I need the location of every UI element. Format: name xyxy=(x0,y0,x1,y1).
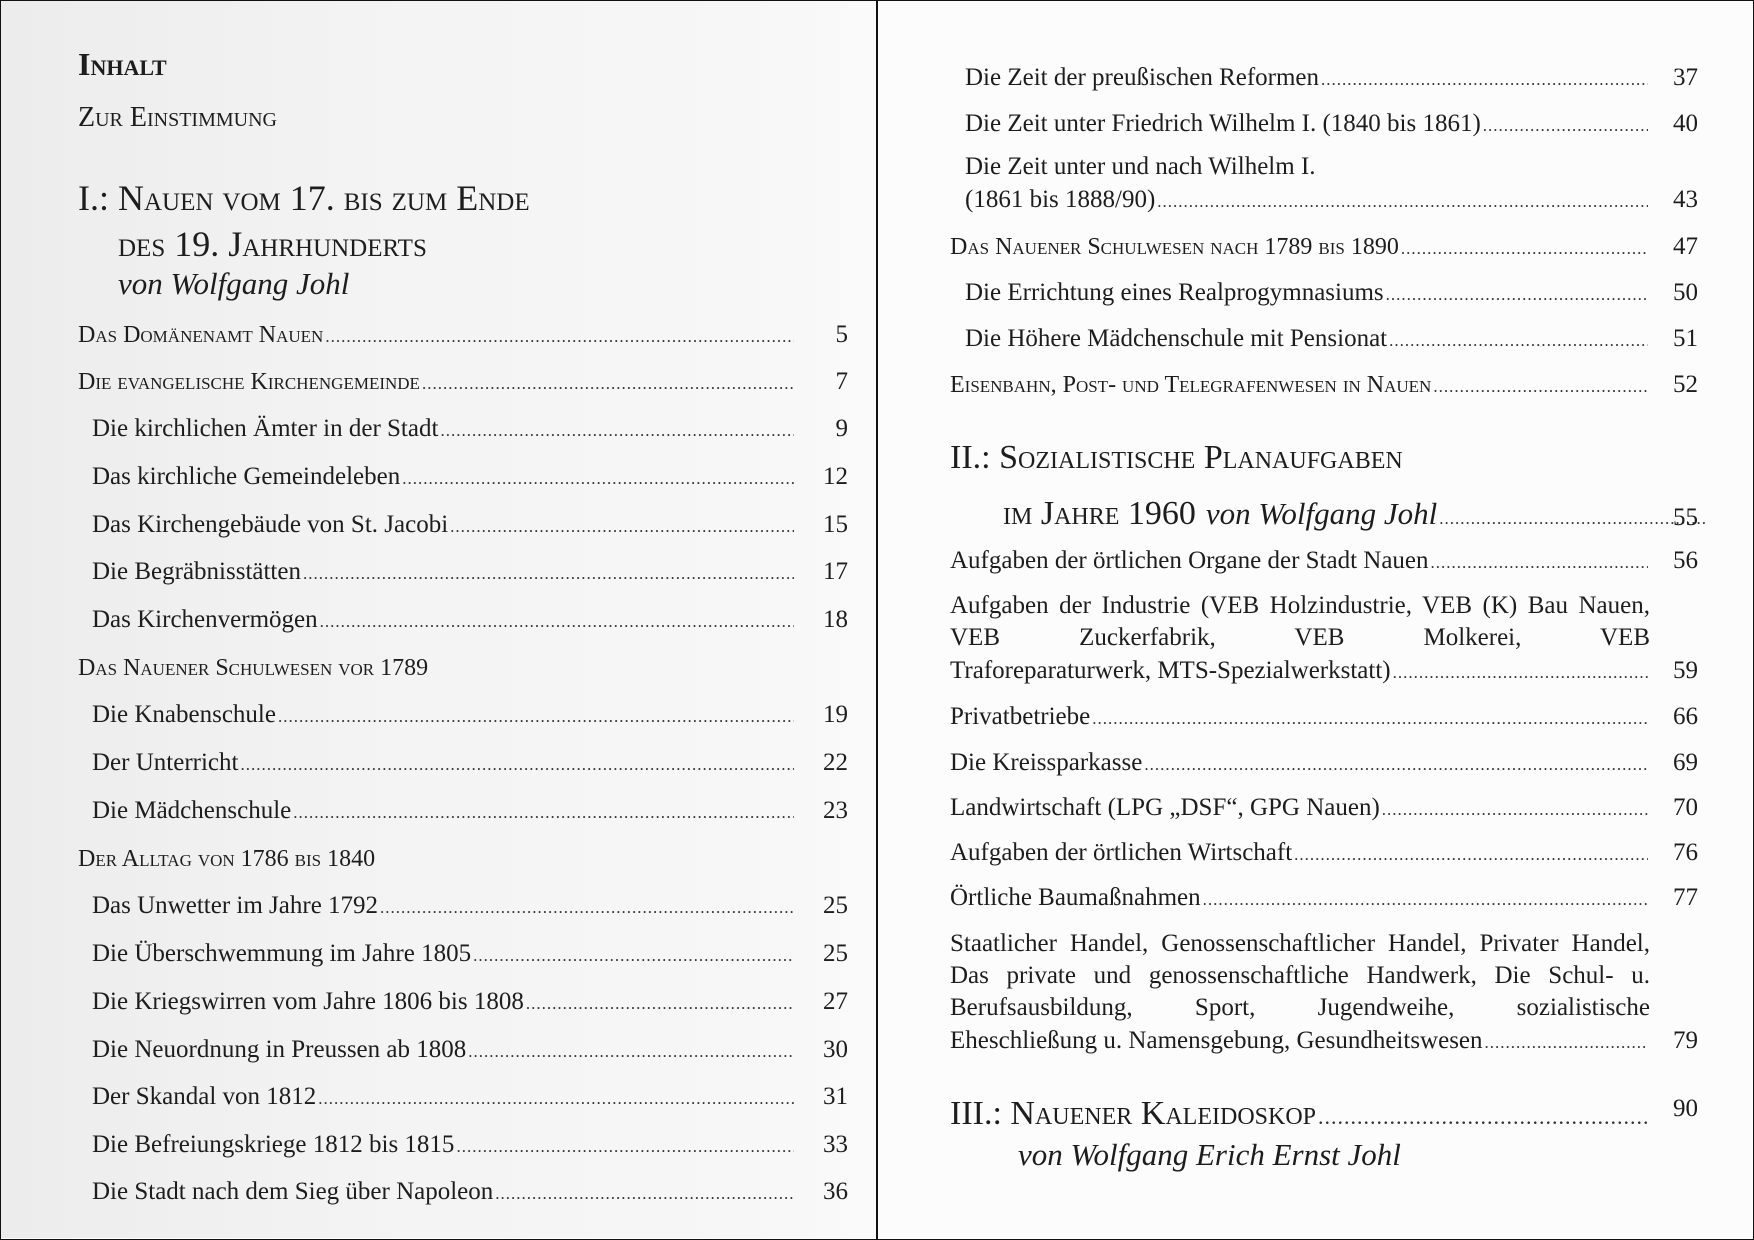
toc-page-number: 66 xyxy=(1673,703,1698,730)
toc-entry-title: Der Unterricht xyxy=(92,749,239,776)
leader-dots xyxy=(1386,280,1648,310)
toc-entry[interactable] xyxy=(965,109,1650,141)
leader-dots xyxy=(1382,795,1648,825)
leader-dots xyxy=(1092,704,1648,734)
toc-entry[interactable] xyxy=(92,605,796,637)
toc-entry-title: Das Nauener Schulwesen vor 1789 xyxy=(78,655,429,681)
toc-page-number: 27 xyxy=(823,988,848,1015)
toc-page-number: 51 xyxy=(1673,325,1698,352)
toc-entry-title: Die Begräbnisstätten xyxy=(92,558,301,585)
toc-page-number: 5 xyxy=(835,321,848,348)
toc-entry[interactable] xyxy=(78,367,796,399)
toc-entry[interactable] xyxy=(965,63,1650,95)
toc-entry-title: Das Unwetter im Jahre 1792 xyxy=(92,892,379,919)
toc-entry-title: Das Nauener Schulwesen nach 1789 bis 1890 xyxy=(950,234,1399,260)
leader-dots xyxy=(1157,187,1648,217)
toc-entry-title: Eheschließung u. Namensgebung, Gesundheitswesen xyxy=(950,1027,1483,1054)
toc-page-number: 40 xyxy=(1673,110,1698,137)
toc-page-number: 37 xyxy=(1673,64,1698,91)
toc-entry-paragraph[interactable]: Staatlicher Handel, Genossenschaftlicher Handel, Privater Handel, Das private und genossenschaftliche Handwerk, Die Schul- u. Berufsausbildung, Sport, Jugendweihe, sozialistische xyxy=(950,930,1650,1021)
toc-entry-title: Traforeparaturwerk, MTS-Spezialwerkstatt) xyxy=(950,657,1391,684)
toc-entry[interactable] xyxy=(950,838,1650,870)
toc-entry-title: Das Kirchenvermögen xyxy=(92,606,318,633)
toc-page-number: 50 xyxy=(1673,279,1698,306)
page-divider xyxy=(876,0,878,1240)
leader-dots xyxy=(240,750,794,780)
toc-entry[interactable] xyxy=(92,414,796,446)
leader-dots xyxy=(473,941,794,971)
leader-dots xyxy=(1401,234,1648,264)
toc-entry[interactable] xyxy=(92,1082,796,1114)
toc-entry-title: Aufgaben der örtlichen Wirtschaft xyxy=(950,839,1293,866)
toc-entry-title: (1861 bis 1888/90) xyxy=(965,186,1156,213)
toc-entry[interactable] xyxy=(92,891,796,923)
leader-dots xyxy=(1294,840,1648,870)
part2-heading-line1[interactable]: II.: Sozialistische Planaufgaben xyxy=(950,439,1403,476)
toc-entry-title: Privatbetriebe xyxy=(950,703,1091,730)
leader-dots xyxy=(402,464,794,494)
toc-entry-title: Eisenbahn, Post- und Telegrafenwesen in Nauen xyxy=(950,372,1432,398)
toc-page-number: 25 xyxy=(823,940,848,967)
leader-dots xyxy=(1485,1028,1648,1058)
toc-page-number: 18 xyxy=(823,606,848,633)
toc-entry-title: Aufgaben der örtlichen Organe der Stadt Nauen xyxy=(950,547,1429,574)
toc-entry-title: Die Zeit der preußischen Reformen xyxy=(965,64,1320,91)
toc-entry[interactable] xyxy=(78,320,796,352)
leader-dots xyxy=(440,416,794,446)
toc-entry[interactable] xyxy=(92,1130,796,1162)
toc-page-number: 43 xyxy=(1673,186,1698,213)
toc-entry[interactable] xyxy=(950,748,1650,780)
leader-dots xyxy=(1203,885,1648,915)
toc-entry[interactable] xyxy=(950,1026,1650,1058)
leader-dots xyxy=(1431,548,1648,578)
leader-dots xyxy=(318,1084,794,1114)
toc-entry[interactable] xyxy=(965,278,1650,310)
toc-entry-title: Die kirchlichen Ämter in der Stadt xyxy=(92,415,439,442)
part2-subtitle: im Jahre 1960 xyxy=(1003,495,1196,532)
toc-entry-title: Die Kreissparkasse xyxy=(950,749,1143,776)
leader-dots xyxy=(1144,750,1648,780)
toc-page-number: 33 xyxy=(823,1131,848,1158)
toc-page-number: 56 xyxy=(1673,547,1698,574)
part2-author: von Wolfgang Johl xyxy=(1205,496,1438,531)
part1-heading-line1[interactable]: I.: Nauen vom 17. bis zum Ende xyxy=(78,178,530,218)
toc-entry[interactable] xyxy=(950,702,1650,734)
toc-entry-title: Die Befreiungskriege 1812 bis 1815 xyxy=(92,1131,455,1158)
toc-entry[interactable] xyxy=(78,844,796,874)
toc-entry-title: Das kirchliche Gemeindeleben xyxy=(92,463,401,490)
toc-entry-title: Die Neuordnung in Preussen ab 1808 xyxy=(92,1036,467,1063)
toc-entry[interactable] xyxy=(950,370,1650,402)
leader-dots xyxy=(325,322,794,352)
part2-heading-line2[interactable] xyxy=(1003,494,1708,534)
toc-entry-title: Die Errichtung eines Realprogymnasiums xyxy=(965,279,1384,306)
leader-dots xyxy=(495,1179,794,1209)
toc-entry-title: Die Zeit unter Friedrich Wilhelm I. (1840 bis 1861) xyxy=(965,110,1481,137)
toc-entry[interactable] xyxy=(965,324,1650,356)
part2-page-number: 55 xyxy=(1673,504,1698,531)
toc-page-number: 47 xyxy=(1673,233,1698,260)
leader-dots xyxy=(456,1132,794,1162)
toc-entry-title: Landwirtschaft (LPG „DSF“, GPG Nauen) xyxy=(950,794,1380,821)
toc-page-number: 52 xyxy=(1673,371,1698,398)
toc-entry-title: Die evangelische Kirchengemeinde xyxy=(78,369,420,395)
toc-entry[interactable] xyxy=(92,510,796,542)
leader-dots xyxy=(1318,1102,1648,1132)
toc-page-number: 36 xyxy=(823,1178,848,1205)
toc-page-number: 7 xyxy=(835,368,848,395)
leader-dots xyxy=(450,512,794,542)
toc-page-number: 22 xyxy=(823,749,848,776)
toc-page-number: 19 xyxy=(823,701,848,728)
leader-dots xyxy=(1433,372,1648,402)
toc-entry[interactable] xyxy=(92,748,796,780)
toc-page-number: 15 xyxy=(823,511,848,538)
leader-dots xyxy=(380,893,794,923)
toc-entry-title: Die Mädchenschule xyxy=(92,797,292,824)
leader-dots xyxy=(293,798,794,828)
toc-page-number: 25 xyxy=(823,892,848,919)
toc-entry-paragraph[interactable]: Aufgaben der Industrie (VEB Holzindustrie, VEB (K) Bau Nauen, VEB Zuckerfabrik, VEB Molkerei, VEB xyxy=(950,592,1650,651)
toc-page-number: 31 xyxy=(823,1083,848,1110)
toc-entry-title: Das Domänenamt Nauen xyxy=(78,322,324,348)
toc-entry[interactable] xyxy=(92,987,796,1019)
toc-entry[interactable] xyxy=(950,656,1650,688)
part3-author: von Wolfgang Erich Ernst Johl xyxy=(1018,1137,1401,1172)
toc-page-number: 9 xyxy=(835,415,848,442)
toc-entry[interactable] xyxy=(950,546,1650,578)
leader-dots xyxy=(1321,65,1648,95)
leader-dots xyxy=(320,607,794,637)
part3-page-number: 90 xyxy=(1673,1095,1698,1122)
toc-entry[interactable] xyxy=(92,462,796,494)
toc-entry[interactable] xyxy=(950,232,1650,264)
leader-dots xyxy=(1389,326,1648,356)
toc-entry[interactable] xyxy=(950,793,1650,825)
toc-entry[interactable] xyxy=(92,939,796,971)
part3-title: III.: Nauener Kaleidoskop xyxy=(950,1095,1317,1132)
toc-entry-title: Das Kirchengebäude von St. Jacobi xyxy=(92,511,449,538)
toc-entry[interactable] xyxy=(92,1177,796,1209)
toc-page-number: 76 xyxy=(1673,839,1698,866)
toc-page-number: 30 xyxy=(823,1036,848,1063)
toc-entry-title: Die Stadt nach dem Sieg über Napoleon xyxy=(92,1178,494,1205)
toc-page-number: 12 xyxy=(823,463,848,490)
leader-dots xyxy=(278,702,794,732)
toc-entry-title: Örtliche Baumaßnahmen xyxy=(950,884,1201,911)
toc-page-number: 59 xyxy=(1673,657,1698,684)
intro-heading[interactable]: Zur Einstimmung xyxy=(78,102,277,133)
toc-page-number: 23 xyxy=(823,797,848,824)
toc-entry-title: Die Knabenschule xyxy=(92,701,276,728)
toc-page-number: 77 xyxy=(1673,884,1698,911)
toc-entry-title: Die Kriegswirren vom Jahre 1806 bis 1808 xyxy=(92,988,524,1015)
toc-entry[interactable] xyxy=(950,883,1650,915)
toc-entry[interactable] xyxy=(78,653,796,683)
toc-entry[interactable] xyxy=(92,557,796,589)
leader-dots xyxy=(1483,111,1648,141)
toc-entry[interactable] xyxy=(965,185,1650,217)
toc-entry-title: Der Skandal von 1812 xyxy=(92,1083,317,1110)
toc-entry[interactable] xyxy=(92,1035,796,1067)
toc-page-number: 70 xyxy=(1673,794,1698,821)
toc-page-number: 69 xyxy=(1673,749,1698,776)
toc-entry[interactable] xyxy=(92,700,796,732)
toc-entry[interactable] xyxy=(92,796,796,828)
toc-entry-title-line1[interactable]: Die Zeit unter und nach Wilhelm I. xyxy=(965,153,1316,180)
toc-entry-title: Die Überschwemmung im Jahre 1805 xyxy=(92,940,472,967)
leader-dots xyxy=(526,989,794,1019)
toc-title: Inhalt xyxy=(78,46,167,82)
toc-page-number: 17 xyxy=(823,558,848,585)
toc-entry-title: Die Höhere Mädchenschule mit Pensionat xyxy=(965,325,1388,352)
toc-entry-title: Der Alltag von 1786 bis 1840 xyxy=(78,846,376,872)
part3-heading[interactable] xyxy=(950,1094,1650,1134)
toc-page-number: 79 xyxy=(1673,1027,1698,1054)
leader-dots xyxy=(422,369,794,399)
leader-dots xyxy=(1393,658,1648,688)
leader-dots xyxy=(468,1037,794,1067)
part1-heading-line2[interactable]: des 19. Jahrhunderts xyxy=(118,224,427,264)
part1-author: von Wolfgang Johl xyxy=(118,266,350,301)
leader-dots xyxy=(303,559,794,589)
